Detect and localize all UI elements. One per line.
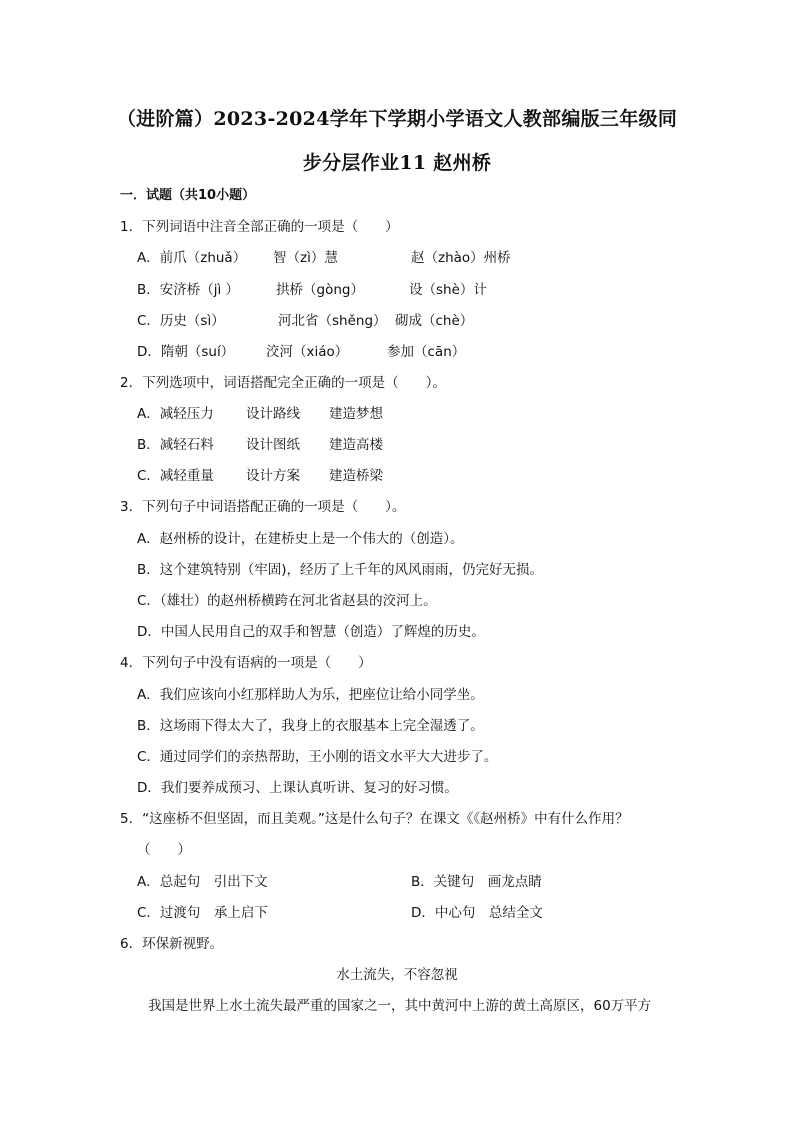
option-d-word-3: 参加（cān）	[387, 344, 466, 360]
option-a-word-3: 建造梦想	[329, 406, 383, 422]
option-c-word-3: 砌成（chè）	[395, 313, 474, 329]
option-b-word-2: 设计图纸	[246, 437, 300, 453]
question-4-option-a: A．我们应该向小红那样助人为乐，把座位让给小同学坐。	[137, 687, 484, 703]
option-b-word-3: 设（shè）计	[409, 282, 487, 298]
question-5-option-c: C．过渡句 承上启下	[137, 905, 268, 921]
option-a-word-2: 设计路线	[246, 406, 300, 422]
option-b-word-2: 拱桥（gòng）	[276, 282, 364, 298]
option-b-word-1: B．安济桥（jì ）	[137, 282, 240, 298]
option-c-word-2: 河北省（shěng）	[278, 313, 387, 329]
question-4-option-c: C．通过同学们的亲热帮助，王小刚的语文水平大大进步了。	[137, 749, 498, 765]
option-d-word-2: 洨河（xiáo）	[266, 344, 349, 360]
question-4-stem: 4．下列句子中没有语病的一项是（ ）	[120, 655, 372, 671]
question-3-option-c: C．（雄壮）的赵州桥横跨在河北省赵县的洨河上。	[137, 593, 437, 609]
option-c-word-2: 设计方案	[246, 468, 300, 484]
question-5-answer-paren: （ ）	[137, 842, 191, 858]
option-a-word-3: 赵（zhào）州桥	[411, 250, 511, 266]
question-4-option-b: B．这场雨下得太大了，我身上的衣服基本上完全湿透了。	[137, 718, 484, 734]
question-3-option-d: D．中国人民用自己的双手和智慧（创造）了辉煌的历史。	[137, 624, 485, 640]
question-3-option-a: A．赵州桥的设计，在建桥史上是一个伟大的（创造）。	[137, 531, 464, 547]
question-5-stem: 5．“这座桥不但坚固，而且美观。”这是什么句子？在课文《《赵州桥》中有什么作用？	[120, 811, 629, 827]
option-c-word-1: C．历史（sì）	[137, 313, 225, 329]
option-b-word-1: B．减轻石料	[137, 437, 214, 453]
option-a-word-1: A．前爪（zhuǎ）	[137, 250, 247, 266]
option-d-word-1: D．隋朝（suí）	[137, 344, 235, 360]
question-1-stem: 1．下列词语中注音全部正确的一项是（ ）	[120, 219, 399, 235]
section-heading: 一．试题（共10小题）	[120, 188, 256, 203]
document-title-line1: （进阶篇）2023-2024学年下学期小学语文人教部编版三年级同	[116, 108, 678, 130]
question-5-option-a: A．总起句 引出下文	[137, 874, 268, 890]
option-a-word-2: 智（zì）慧	[273, 250, 338, 266]
passage-paragraph: 我国是世界上水土流失最严重的国家之一，其中黄河中上游的黄土高原区，60万平方	[148, 998, 652, 1014]
question-5-option-d: D．中心句 总结全文	[411, 905, 543, 921]
question-3-option-b: B．这个建筑特别（牢固)，经历了上千年的风风雨雨，仍完好无损。	[137, 562, 544, 578]
option-b-word-3: 建造高楼	[329, 437, 383, 453]
option-c-word-3: 建造桥梁	[329, 468, 383, 484]
document-title-line2: 步分层作业11 赵州桥	[302, 152, 492, 174]
question-4-option-d: D．我们要养成预习、上课认真听讲、复习的好习惯。	[137, 780, 458, 796]
question-3-stem: 3．下列句子中词语搭配正确的一项是（ ）。	[120, 499, 406, 515]
passage-heading: 水土流失，不容忽视	[336, 967, 458, 983]
option-c-word-1: C．减轻重量	[137, 468, 214, 484]
question-2-stem: 2．下列选项中，词语搭配完全正确的一项是（ ）。	[120, 375, 446, 391]
question-5-option-b: B．关键句 画龙点睛	[411, 874, 542, 890]
option-a-word-1: A．减轻压力	[137, 406, 214, 422]
question-6-stem: 6．环保新视野。	[120, 936, 224, 952]
